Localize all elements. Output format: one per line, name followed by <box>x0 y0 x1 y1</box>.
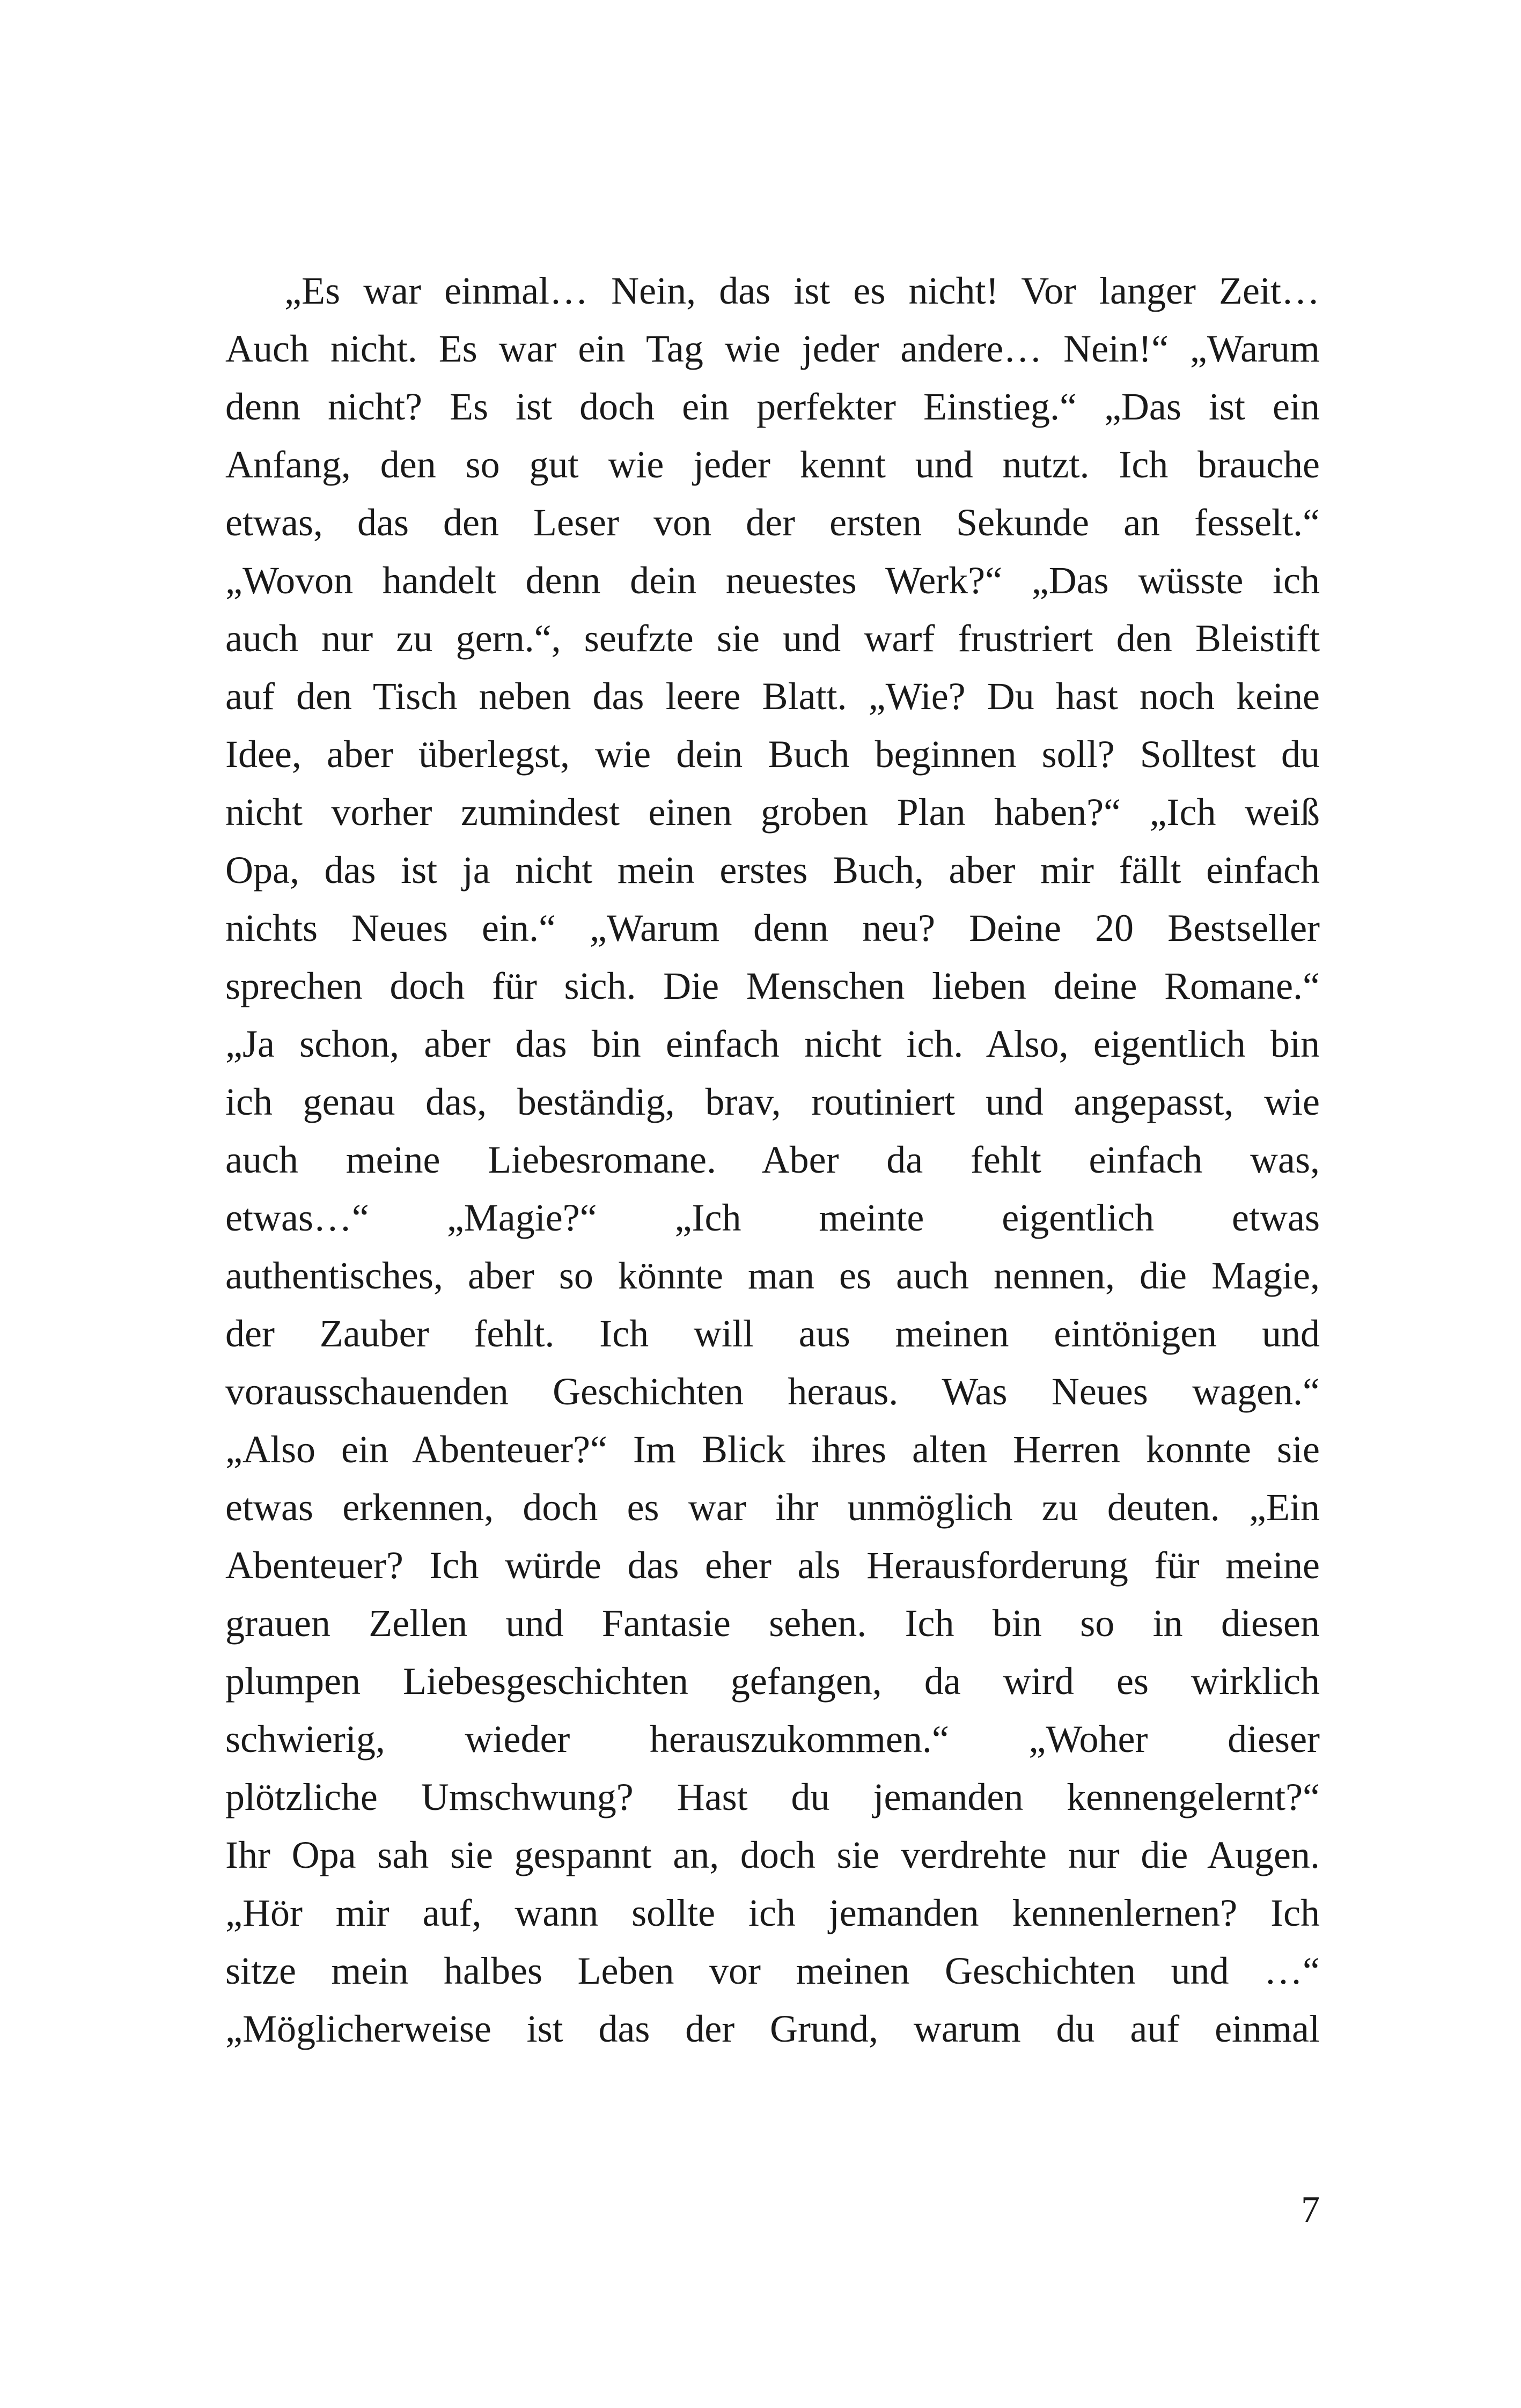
text-line: nicht vorher zumindest einen groben Plan haben?“ „Ich weiß <box>225 791 1320 834</box>
text-line: schwierig, wieder herauszukommen.“ „Woher dieser <box>225 1718 1320 1761</box>
text-line: etwas erkennen, doch es war ihr unmöglich zu deuten. „Ein <box>225 1486 1320 1529</box>
text-line: auf den Tisch neben das leere Blatt. „Wie? Du hast noch keine <box>225 675 1320 718</box>
text-line: der Zauber fehlt. Ich will aus meinen eintönigen und <box>225 1312 1320 1355</box>
text-line: Idee, aber überlegst, wie dein Buch beginnen soll? Solltest du <box>225 733 1320 776</box>
page-number: 7 <box>1301 2189 1320 2230</box>
text-line: sitze mein halbes Leben vor meinen Geschichten und …“ <box>225 1949 1320 1992</box>
text-line: Opa, das ist ja nicht mein erstes Buch, aber mir fällt einfach <box>225 849 1320 892</box>
text-line: denn nicht? Es ist doch ein perfekter Einstieg.“ „Das ist ein <box>225 385 1320 428</box>
text-line: auch nur zu gern.“, seufzte sie und warf frustriert den Bleistift <box>225 617 1320 660</box>
text-line: sprechen doch für sich. Die Menschen lieben deine Romane.“ <box>225 964 1320 1007</box>
text-line: Auch nicht. Es war ein Tag wie jeder andere… Nein!“ „Warum <box>225 327 1320 370</box>
text-line: „Möglicherweise ist das der Grund, warum du auf einmal <box>225 2007 1320 2050</box>
text-line: „Hör mir auf, wann sollte ich jemanden kennenlernen? Ich <box>225 1891 1320 1934</box>
text-line: nichts Neues ein.“ „Warum denn neu? Deine 20 Bestseller <box>225 907 1320 949</box>
text-line: ich genau das, beständig, brav, routiniert und angepasst, wie <box>225 1080 1320 1123</box>
text-line: plötzliche Umschwung? Hast du jemanden kennengelernt?“ <box>225 1776 1320 1818</box>
text-line: auch meine Liebesromane. Aber da fehlt einfach was, <box>225 1138 1320 1181</box>
text-line: „Es war einmal… Nein, das ist es nicht! Vor langer Zeit… <box>284 269 1320 312</box>
body-text <box>225 262 1320 2058</box>
text-line: authentisches, aber so könnte man es auch nennen, die Magie, <box>225 1254 1320 1297</box>
text-line: Abenteuer? Ich würde das eher als Herausforderung für meine <box>225 1544 1320 1587</box>
text-line: „Also ein Abenteuer?“ Im Blick ihres alten Herren konnte sie <box>225 1428 1320 1471</box>
text-line: etwas, das den Leser von der ersten Sekunde an fesselt.“ <box>225 501 1320 544</box>
text-line: vorausschauenden Geschichten heraus. Was Neues wagen.“ <box>225 1370 1320 1413</box>
text-line: Ihr Opa sah sie gespannt an, doch sie verdrehte nur die Augen. <box>225 1833 1320 1876</box>
text-line: Anfang, den so gut wie jeder kennt und nutzt. Ich brauche <box>225 443 1320 486</box>
text-line: „Ja schon, aber das bin einfach nicht ich. Also, eigentlich bin <box>225 1022 1320 1065</box>
text-line: plumpen Liebesgeschichten gefangen, da wird es wirklich <box>225 1660 1320 1703</box>
text-line: etwas…“ „Magie?“ „Ich meinte eigentlich etwas <box>225 1196 1320 1239</box>
text-line: grauen Zellen und Fantasie sehen. Ich bin so in diesen <box>225 1602 1320 1645</box>
text-line: „Wovon handelt denn dein neuestes Werk?“ „Das wüsste ich <box>225 559 1320 602</box>
